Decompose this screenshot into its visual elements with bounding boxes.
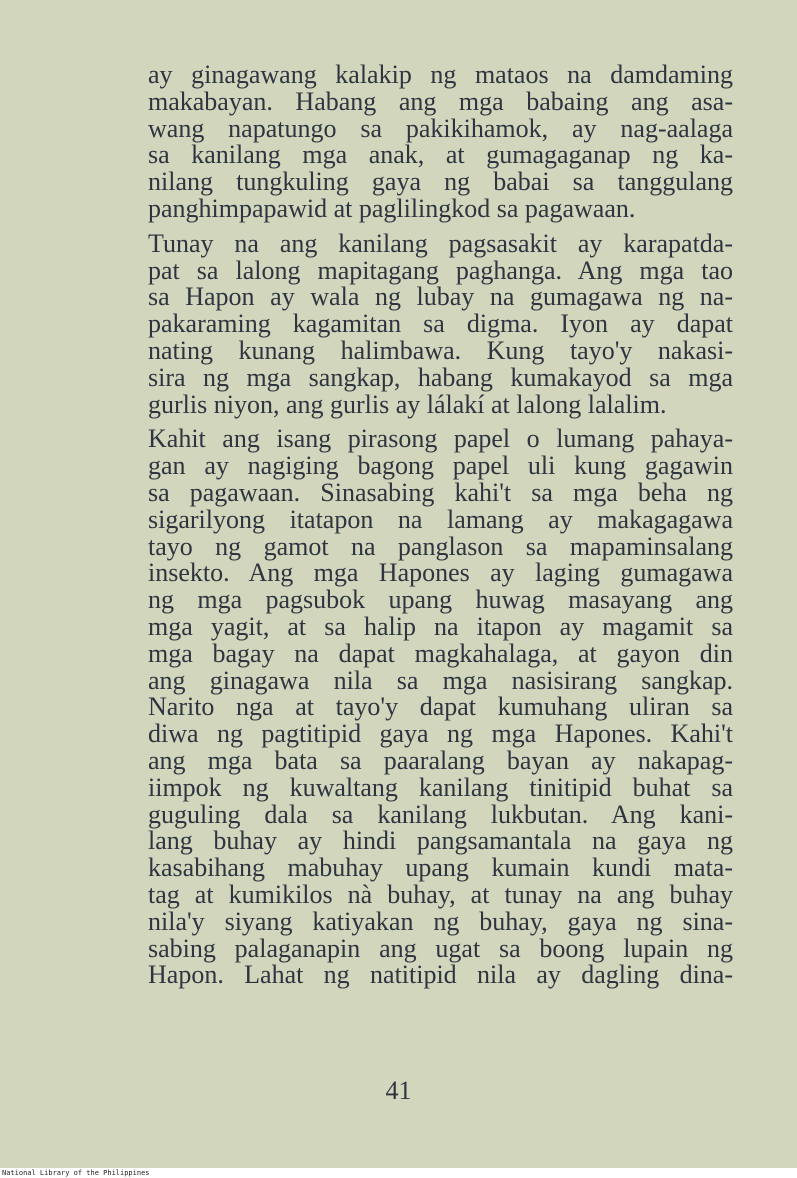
text-line: panghimpapawid at paglilingkod sa pagawaan. (148, 193, 636, 223)
text-line: sabing palaganapin ang ugat sa boong lupain ng (148, 933, 733, 963)
text-line: nilang tungkuling gaya ng babai sa tanggulang (148, 167, 733, 197)
text-line: ang ginagawa nila sa mga nasisirang sangkap. (148, 665, 733, 695)
text-line: ng mga pagsubok upang huwag masayang ang (148, 585, 733, 615)
text-line: kasabihang mabuhay upang kumain kundi mata- (148, 853, 733, 883)
text-line: sigarilyong itatapon na lamang ay makagagawa (148, 504, 733, 534)
text-line: insekto. Ang mga Hapones ay laging gumagawa (148, 558, 733, 588)
body-text (148, 62, 733, 989)
text-line: pat sa lalong mapitagang paghanga. Ang mga tao (148, 255, 733, 285)
text-line: tayo ng gamot na panglason sa mapaminsalang (148, 531, 733, 561)
text-line: gan ay nagiging bagong papel uli kung gagawin (148, 451, 733, 481)
text-line: sa kanilang mga anak, at gumagaganap ng ka- (148, 140, 733, 170)
text-line: iimpok ng kuwaltang kanilang tinitipid buhat sa (148, 772, 733, 802)
library-credit: National Library of the Philippines (2, 1169, 150, 1177)
footer-strip (0, 1168, 797, 1178)
text-line: nila'y siyang katiyakan ng buhay, gaya ng sina- (148, 906, 733, 936)
text-line: lang buhay ay hindi pangsamantala na gaya ng (148, 826, 733, 856)
text-line: makabayan. Habang ang mga babaing ang asa- (148, 86, 733, 116)
text-line: ay ginagawang kalakip ng mataos na damdaming (148, 60, 733, 89)
text-line: tag at kumikilos nà buhay, at tunay na ang buhay (148, 879, 733, 909)
text-line: nating kunang halimbawa. Kung tayo'y nakasi- (148, 335, 733, 365)
text-line: diwa ng pagtitipid gaya ng mga Hapones. Kahi't (148, 719, 733, 749)
text-line: Kahit ang isang pirasong papel o lumang pahaya- (148, 424, 733, 454)
text-line: Narito nga at tayo'y dapat kumuhang uliran sa (148, 692, 733, 722)
text-line: sa Hapon ay wala ng lubay na gumagawa ng na- (148, 282, 733, 312)
text-line: mga bagay na dapat magkahalaga, at gayon din (148, 638, 733, 668)
text-line: gurlis niyon, ang gurlis ay lálakí at lalong lalalim. (148, 389, 667, 419)
text-line: mga yagit, at sa halip na itapon ay magamit sa (148, 611, 733, 641)
text-line: guguling dala sa kanilang lukbutan. Ang kani- (148, 799, 733, 829)
text-line: wang napatungo sa pakikihamok, ay nag-aalaga (148, 113, 733, 143)
text-line: Tunay na ang kanilang pagsasakit ay karapatda- (148, 228, 733, 258)
text-line: sa pagawaan. Sinasabing kahi't sa mga beha ng (148, 477, 733, 507)
text-line: ang mga bata sa paaralang bayan ay nakapag- (148, 745, 733, 775)
text-line: Hapon. Lahat ng natitipid nila ay dagling dina- (148, 960, 733, 990)
page-number: 41 (385, 1076, 412, 1105)
text-line: pakaraming kagamitan sa digma. Iyon ay dapat (148, 309, 733, 339)
text-line: sira ng mga sangkap, habang kumakayod sa mga (148, 362, 733, 392)
